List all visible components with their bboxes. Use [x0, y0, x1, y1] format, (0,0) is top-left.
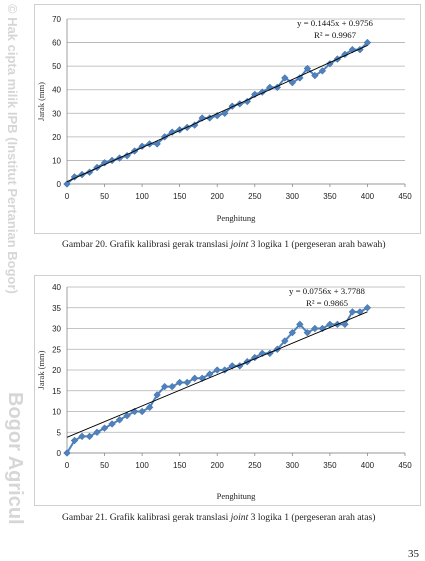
x-tick-label: 250	[248, 461, 262, 470]
x-tick-label: 400	[360, 192, 375, 201]
trendline-equation: y = 0.1445x + 0.9756	[297, 18, 373, 28]
x-tick-label: 0	[64, 192, 70, 201]
y-tick-label: 10	[52, 156, 61, 166]
x-tick-label: 350	[323, 192, 337, 201]
chart-figure-20	[34, 4, 421, 234]
x-tick-label: 0	[64, 461, 70, 470]
figure-21-caption-italic: joint	[230, 512, 249, 523]
figure-20-caption-prefix: Gambar 20. Grafik kalibrasi gerak translasi	[62, 239, 231, 250]
y-tick-label: 30	[52, 109, 61, 119]
figure-20-caption-suffix: 3 logika 1 (pergeseran arah bawah)	[248, 239, 386, 250]
figure-20-caption-italic: joint	[230, 239, 249, 250]
x-tick-label: 50	[100, 461, 110, 470]
y-tick-label: 30	[52, 324, 61, 334]
x-tick-label: 200	[210, 192, 224, 201]
x-tick-label: 350	[323, 461, 337, 470]
figure-21-caption-prefix: Gambar 21. Grafik kalibrasi gerak translasi	[62, 512, 231, 523]
x-axis-label: Penghitung	[216, 491, 256, 501]
data-point	[236, 100, 243, 107]
x-tick-label: 250	[248, 192, 262, 201]
page-number: 35	[408, 548, 419, 560]
x-tick-label: 100	[135, 192, 149, 201]
y-tick-label: 20	[52, 366, 61, 375]
figure-21-caption	[62, 512, 375, 523]
trendline-equation: y = 0.0756x + 3.7788	[289, 286, 365, 296]
y-tick-label: 40	[52, 85, 61, 95]
x-tick-label: 450	[398, 461, 412, 470]
y-tick-label: 50	[52, 62, 61, 72]
watermark-bogor-text: Bogor Agricul	[4, 392, 26, 525]
watermark	[0, 0, 34, 561]
y-axis-label: Jarak (mm)	[36, 82, 46, 121]
y-tick-label: 0	[56, 449, 61, 458]
y-tick-label: 0	[56, 180, 61, 189]
y-tick-label: 60	[52, 38, 61, 48]
watermark-copyright-text: © Hak cipta milik IPB (Institut Pertanian Bogor)	[5, 4, 20, 294]
y-tick-label: 25	[52, 345, 61, 355]
y-tick-label: 10	[52, 407, 61, 417]
y-axis-label: Jarak (mm)	[36, 350, 46, 390]
x-tick-label: 450	[398, 192, 412, 201]
x-tick-label: 200	[210, 461, 224, 470]
y-tick-label: 20	[52, 132, 61, 142]
figure-20-caption	[62, 239, 386, 250]
y-tick-label: 70	[52, 15, 61, 24]
trendline-r-squared: R² = 0.9967	[313, 30, 357, 40]
x-tick-label: 150	[172, 192, 187, 201]
figure-21-caption-suffix: 3 logika 1 (pergeseran arah atas)	[248, 512, 376, 523]
x-tick-label: 300	[285, 192, 300, 201]
x-tick-label: 50	[100, 192, 110, 201]
x-axis-label: Penghitung	[216, 213, 256, 223]
trendline-r-squared: R² = 0.9865	[305, 298, 349, 308]
y-tick-label: 35	[52, 303, 61, 313]
chart-figure-20-svg	[35, 5, 420, 233]
x-tick-label: 400	[360, 461, 375, 470]
chart-figure-21-svg	[35, 276, 420, 505]
y-tick-label: 15	[52, 386, 61, 396]
x-tick-label: 300	[285, 461, 300, 470]
trendline	[67, 312, 367, 437]
chart-figure-21	[34, 275, 421, 506]
y-tick-label: 40	[52, 283, 61, 292]
x-tick-label: 100	[135, 461, 149, 470]
x-tick-label: 150	[172, 461, 187, 470]
y-tick-label: 5	[56, 428, 61, 438]
